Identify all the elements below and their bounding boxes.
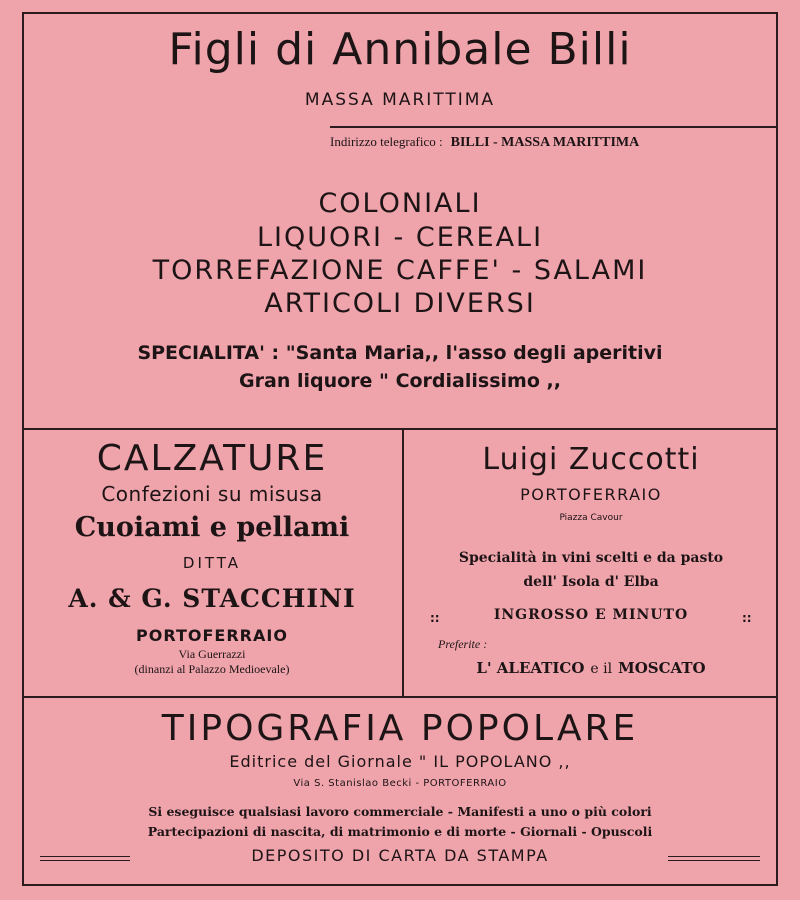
print-work-1: Si eseguisce qualsiasi lavoro commerciale - Manifesti a uno o più colori — [148, 804, 652, 819]
shoes-address: Via Guerrazzi — [178, 647, 246, 661]
shoes-leather: Cuoiami e pellami — [74, 512, 350, 543]
telegraph-label: Indirizzo telegrafico : — [330, 134, 443, 149]
print-title: TIPOGRAFIA POPOLARE — [161, 708, 639, 749]
wines-square: Piazza Cavour — [559, 513, 623, 523]
telegraph-address — [330, 134, 639, 151]
goods-line-4: ARTICOLI DIVERSI — [264, 288, 536, 319]
company-town: MASSA MARITTIMA — [304, 90, 496, 110]
ornament-left: :: — [430, 611, 440, 625]
telegraph-rule — [330, 126, 778, 128]
print-address: Via S. Stanislao Becki - PORTOFERRAIO — [293, 778, 507, 789]
shoes-town: PORTOFERRAIO — [136, 626, 288, 645]
print-deposit: DEPOSITO DI CARTA DA STAMPA — [251, 846, 549, 865]
telegraph-value: BILLI - MASSA MARITTIMA — [450, 135, 640, 150]
goods-line-1: COLONIALI — [318, 188, 482, 219]
section-divider-bottom — [22, 696, 778, 698]
wines-specialty-2: dell' Isola d' Elba — [523, 574, 659, 590]
print-work-2: Partecipazioni di nascita, di matrimonio e di morte - Giornali - Opuscoli — [147, 824, 653, 839]
wines-title: Luigi Zuccotti — [482, 442, 700, 477]
wines-trade: INGROSSO E MINUTO — [493, 607, 689, 623]
shoes-ditta: DITTA — [182, 554, 242, 572]
specialty-line-2: Gran liquore " Cordialissimo ,, — [239, 370, 561, 392]
deposit-rule-right — [668, 856, 760, 861]
wine-conjunction: e il — [590, 661, 613, 677]
wines-specialty-1: Specialità in vini scelti e da pasto — [458, 550, 724, 566]
section-divider-top — [22, 428, 778, 430]
wine-aleatico: L' ALEATICO — [476, 659, 585, 677]
wines-featured — [404, 659, 778, 677]
specialty-line-1: SPECIALITA' : "Santa Maria,, l'asso degli aperitivi — [137, 342, 663, 364]
ornament-right: :: — [742, 611, 752, 625]
wine-moscato: MOSCATO — [618, 659, 706, 677]
print-publisher: Editrice del Giornale " IL POPOLANO ,, — [229, 752, 571, 771]
shoes-address-note: (dinanzi al Palazzo Medioevale) — [134, 662, 290, 676]
wines-town: PORTOFERRAIO — [520, 485, 662, 504]
goods-line-3: TORREFAZIONE CAFFE' - SALAMI — [152, 255, 648, 286]
shoes-firm-name: A. & G. STACCHINI — [68, 584, 356, 613]
goods-line-2: LIQUORI - CEREALI — [256, 222, 544, 253]
shoes-title: CALZATURE — [96, 438, 328, 479]
shoes-tailoring: Confezioni su misusa — [101, 482, 323, 506]
company-title: Figli di Annibale Billi — [168, 24, 632, 75]
wines-preferite: Preferite : — [438, 637, 488, 651]
